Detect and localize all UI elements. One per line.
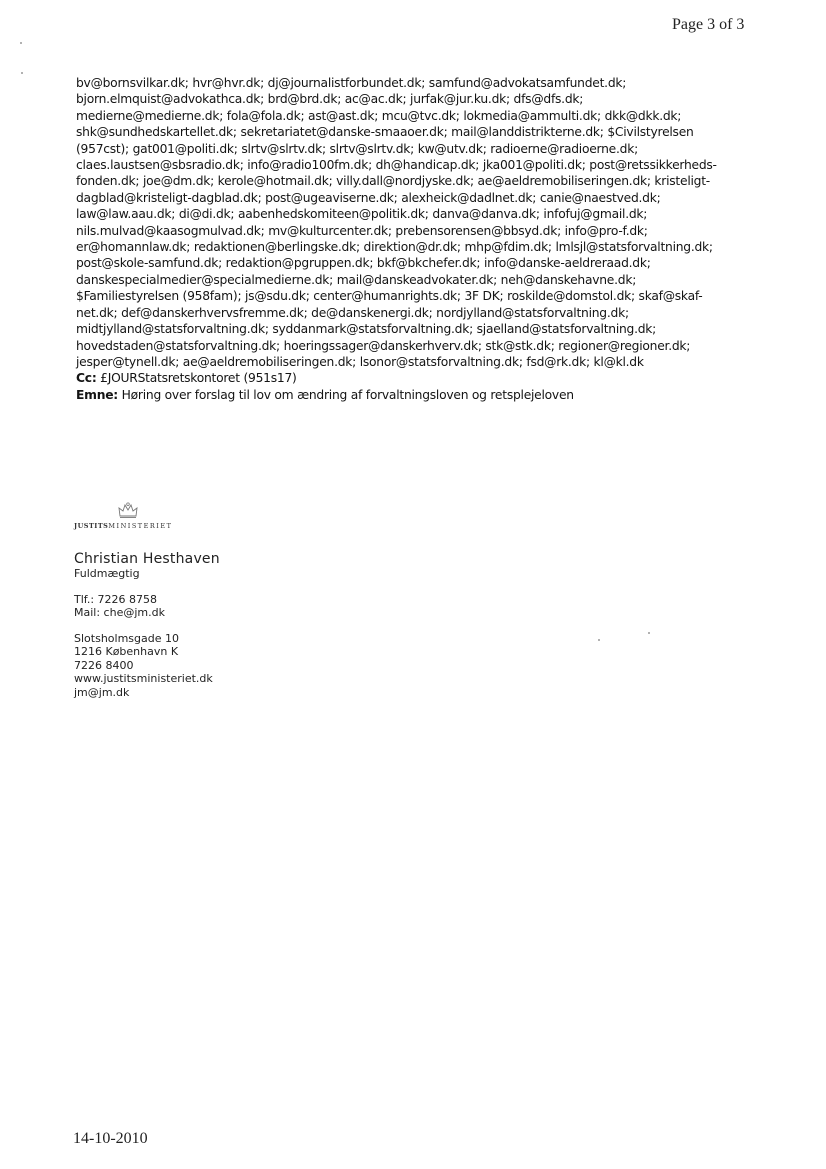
- signature-mail: Mail: che@jm.dk: [74, 606, 165, 619]
- cc-label: Cc:: [76, 371, 97, 386]
- recipient-line: midtjylland@statsforvaltning.dk; syddanmark@statsforvaltning.dk; sjaelland@statsforvaltning.dk;: [76, 322, 657, 337]
- ministry-wordmark: [74, 522, 172, 530]
- page-number: Page 3 of 3: [672, 16, 745, 33]
- recipient-line: dagblad@kristeligt-dagblad.dk; post@ugeaviserne.dk; alexheick@dadlnet.dk; canie@naestved.dk;: [76, 190, 661, 205]
- recipient-line: $Familiestyrelsen (958fam); js@sdu.dk; center@humanrights.dk; 3F DK; roskilde@domstol.dk; skaf@skaf-: [76, 289, 703, 304]
- recipient-line: hovedstaden@statsforvaltning.dk; hoeringssager@danskerhverv.dk; stk@stk.dk; regioner@regioner.dk;: [76, 338, 691, 353]
- recipient-line: bv@bornsvilkar.dk; hvr@hvr.dk; dj@journalistforbundet.dk; samfund@advokatsamfundet.dk;: [76, 76, 627, 90]
- cc-value: £JOURStatsretskontoret (951s17): [100, 371, 297, 386]
- recipient-line: claes.laustsen@sbsradio.dk; info@radio100fm.dk; dh@handicap.dk; jka001@politi.dk; post@retssikkerheds-: [76, 158, 717, 173]
- recipient-line: post@skole-samfund.dk; redaktion@pgruppen.dk; bkf@bkchefer.dk; info@danske-aeldreraad.dk;: [76, 256, 651, 271]
- signature-phone: Tlf.: 7226 8758: [74, 592, 158, 606]
- recipient-line: (957cst); gat001@politi.dk; slrtv@slrtv.dk; slrtv@slrtv.dk; kw@utv.dk; radioerne@radioerne.dk;: [76, 141, 638, 156]
- document-date: 14-10-2010: [73, 1130, 148, 1147]
- recipient-line: bjorn.elmquist@advokathca.dk; brd@brd.dk; ac@ac.dk; jurfak@jur.ku.dk; dfs@dfs.dk;: [76, 92, 584, 107]
- recipient-line: nils.mulvad@kaasogmulvad.dk; mv@kulturcenter.dk; prebensorensen@bbsyd.dk; info@pro-f.dk;: [76, 223, 648, 238]
- scan-speck: [648, 632, 650, 634]
- address-city: 1216 København K: [74, 645, 179, 658]
- signature-block: [74, 551, 220, 699]
- wordmark-rest: MINISTERIET: [108, 522, 173, 530]
- scan-speck: [598, 639, 600, 641]
- recipient-line: danskespecialmedier@specialmedierne.dk; mail@danskeadvokater.dk; neh@danskehavne.dk;: [76, 272, 637, 287]
- address-street: Slotsholmsgade 10: [74, 631, 179, 645]
- subject-line: [76, 387, 746, 403]
- recipient-line: net.dk; def@danskerhvervsfremme.dk; de@danskenergi.dk; nordjylland@statsforvaltning.dk;: [76, 305, 629, 320]
- address-website: www.justitsministeriet.dk: [74, 672, 213, 685]
- email-header-block: [76, 75, 746, 403]
- address-email: jm@jm.dk: [74, 685, 130, 699]
- scan-speck: [21, 72, 23, 74]
- wordmark-bold: JUSTITS: [74, 522, 109, 530]
- crown-icon: [117, 502, 139, 519]
- scan-speck: [20, 42, 22, 44]
- recipient-line: shk@sundhedskartellet.dk; sekretariatet@danske-smaaoer.dk; mail@landdistrikterne.dk; $Civilstyrelsen: [76, 125, 694, 140]
- signature-name: Christian Hesthaven: [74, 551, 220, 567]
- recipient-line: er@homannlaw.dk; redaktionen@berlingske.dk; direktion@dr.dk; mhp@fdim.dk; lmlsjl@statsforvaltning.dk;: [76, 240, 713, 255]
- recipient-line: jesper@tynell.dk; ae@aeldremobiliseringen.dk; lsonor@statsforvaltning.dk; fsd@rk.dk; kl@kl.dk: [76, 354, 644, 369]
- subject-label: Emne:: [76, 387, 118, 402]
- recipient-line: medierne@medierne.dk; fola@fola.dk; ast@ast.dk; mcu@tvc.dk; lokmedia@ammulti.dk; dkk@dkk.dk;: [76, 108, 682, 123]
- signature-title: Fuldmægtig: [74, 567, 140, 580]
- address-phone: 7226 8400: [74, 658, 134, 672]
- subject-value: Høring over forslag til lov om ændring af forvaltningsloven og retsplejeloven: [121, 387, 574, 402]
- cc-line: [76, 370, 746, 386]
- recipient-line: law@law.aau.dk; di@di.dk; aabenhedskomiteen@politik.dk; danva@danva.dk; infofuj@gmail.dk;: [76, 207, 648, 222]
- recipient-line: fonden.dk; joe@dm.dk; kerole@hotmail.dk; villy.dall@nordjyske.dk; ae@aeldremobiliseringen.dk; kristeligt-: [76, 174, 710, 189]
